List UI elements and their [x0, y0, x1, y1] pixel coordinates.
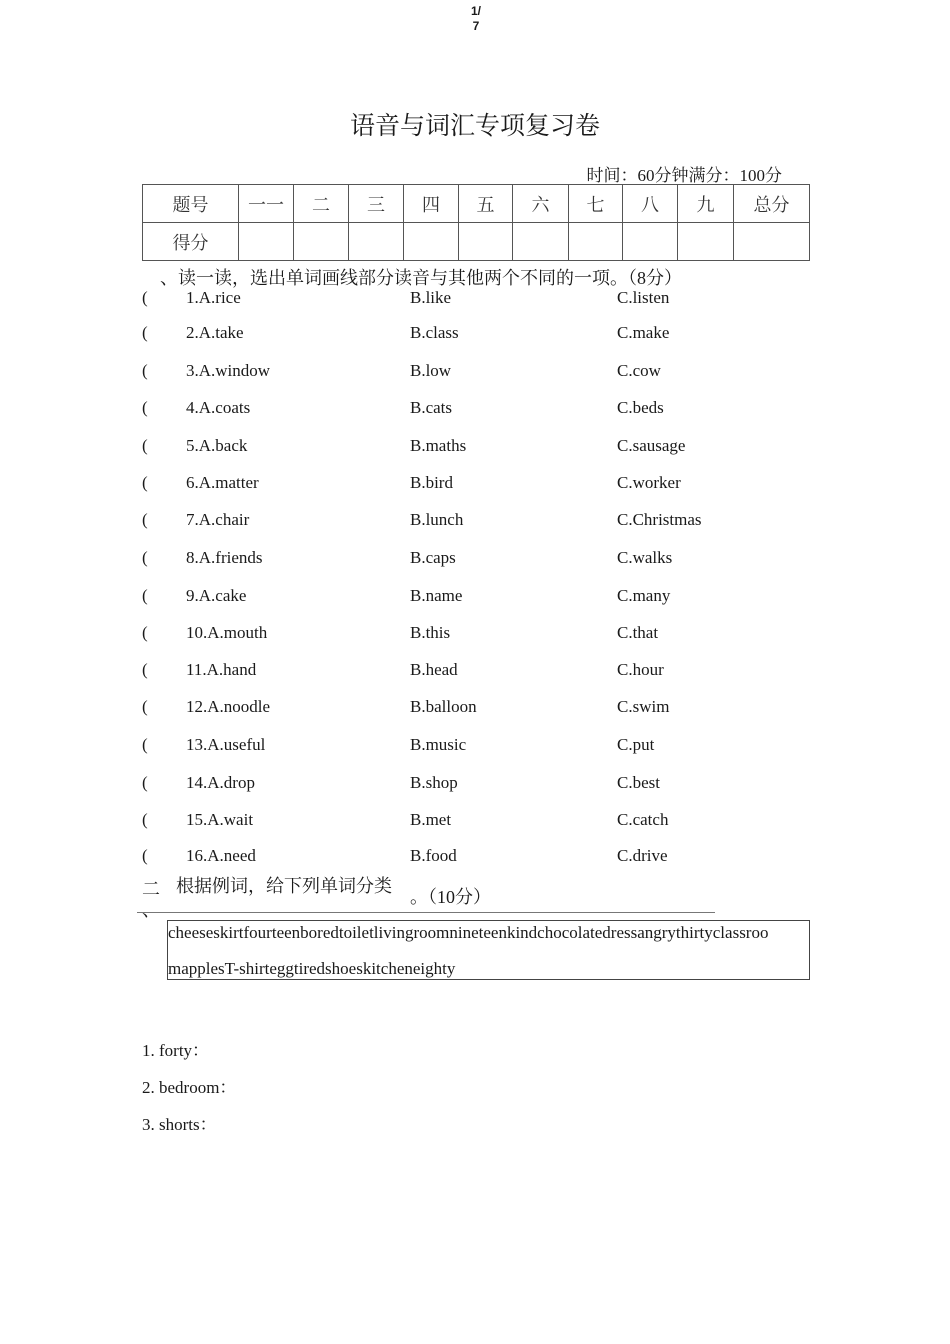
question-number: 1. — [186, 288, 199, 307]
section2-heading: 根据例词，给下列单词分类 — [176, 876, 392, 896]
option-a: A.rice — [198, 288, 241, 307]
score-cell[interactable] — [569, 223, 623, 261]
page-number — [466, 4, 486, 34]
question-item — [142, 510, 842, 532]
header-cell: 四 — [404, 185, 459, 223]
section2-score: 。（10分） — [410, 887, 491, 907]
option-c: C.catch — [617, 810, 669, 829]
score-cell[interactable] — [513, 223, 569, 261]
option-c: C.cow — [617, 361, 661, 380]
option-b: B.bird — [410, 473, 453, 492]
score-cell[interactable] — [404, 223, 459, 261]
header-cell: 五 — [459, 185, 513, 223]
option-b: B.cats — [410, 398, 453, 417]
question-number: 8. — [186, 548, 199, 567]
option-a: A.noodle — [207, 697, 271, 716]
option-b: B.low — [410, 361, 452, 380]
score-cell[interactable] — [734, 223, 810, 261]
option-b: B.food — [410, 846, 457, 865]
score-table-score-row — [143, 223, 810, 261]
question-item — [142, 323, 842, 345]
page-number-current: 1/ — [470, 4, 481, 18]
question-number: 15. — [186, 810, 208, 829]
option-c: C.Christmas — [617, 510, 702, 529]
category-item-bedroom: 2. bedroom： — [142, 1078, 237, 1097]
header-cell: 总分 — [734, 185, 810, 223]
answer-blank[interactable]: ( — [142, 586, 148, 605]
category-item-shorts: 3. shorts： — [142, 1115, 217, 1134]
question-number: 5. — [186, 436, 199, 455]
header-cell: 八 — [623, 185, 678, 223]
option-c: C.drive — [617, 846, 668, 865]
score-cell[interactable] — [623, 223, 678, 261]
answer-blank[interactable]: ( — [142, 361, 148, 380]
question-number: 10. — [186, 623, 208, 642]
header-cell: 一一 — [239, 185, 294, 223]
question-number: 13. — [186, 735, 208, 754]
answer-blank[interactable]: ( — [142, 773, 148, 792]
option-b: B.lunch — [410, 510, 464, 529]
section2-number-suffix: 、 — [142, 900, 160, 920]
page-title: 语音与词汇专项复习卷 — [349, 113, 600, 140]
exam-meta: 时间：60分钟满分：100分 — [586, 166, 782, 185]
option-c: C.beds — [617, 398, 664, 417]
category-item-forty: 1. forty： — [142, 1041, 210, 1060]
answer-blank[interactable]: ( — [142, 288, 148, 307]
option-a: A.take — [198, 323, 244, 342]
question-item — [142, 548, 842, 570]
word-bank-box — [167, 920, 810, 980]
option-c: C.walks — [617, 548, 673, 567]
option-c: C.many — [617, 586, 671, 605]
question-number: 14. — [186, 773, 208, 792]
score-cell[interactable] — [349, 223, 404, 261]
question-item — [142, 623, 842, 645]
word-bank-line-1: cheeseskirtfourteenboredtoiletlivingroomnineteenkindchocolatedressangrythirtyclassroo — [168, 923, 769, 942]
option-a: A.back — [198, 436, 248, 455]
answer-blank[interactable]: ( — [142, 323, 148, 342]
question-number: 7. — [186, 510, 199, 529]
option-c: C.worker — [617, 473, 681, 492]
word-bank-line-2: mapplesT-shirteggtiredshoeskitcheneighty — [168, 959, 456, 978]
option-c: C.make — [617, 323, 670, 342]
score-cell[interactable] — [294, 223, 349, 261]
option-a: A.drop — [207, 773, 255, 792]
option-a: A.window — [198, 361, 271, 380]
question-item — [142, 773, 842, 795]
question-number: 2. — [186, 323, 199, 342]
answer-blank[interactable]: ( — [142, 510, 148, 529]
option-b: B.like — [410, 288, 452, 307]
question-number: 9. — [186, 586, 199, 605]
option-c: C.listen — [617, 288, 670, 307]
question-number: 6. — [186, 473, 199, 492]
option-a: A.matter — [198, 473, 259, 492]
score-table-header-row — [143, 185, 810, 223]
option-b: B.shop — [410, 773, 458, 792]
option-a: A.useful — [207, 735, 266, 754]
question-number: 16. — [186, 846, 208, 865]
question-item — [142, 288, 842, 310]
question-item — [142, 436, 842, 458]
question-item — [142, 361, 842, 383]
answer-blank[interactable]: ( — [142, 735, 148, 754]
option-c: C.hour — [617, 660, 664, 679]
option-b: B.name — [410, 586, 463, 605]
question-item — [142, 660, 842, 682]
header-cell: 二 — [294, 185, 349, 223]
answer-blank[interactable]: ( — [142, 660, 148, 679]
option-c: C.that — [617, 623, 659, 642]
section2-number: 二 — [142, 879, 160, 899]
option-c: C.put — [617, 735, 655, 754]
answer-blank[interactable]: ( — [142, 697, 148, 716]
option-b: B.balloon — [410, 697, 477, 716]
question-item — [142, 473, 842, 495]
question-number: 11. — [186, 660, 207, 679]
option-c: C.swim — [617, 697, 670, 716]
header-cell: 九 — [678, 185, 734, 223]
question-item — [142, 810, 842, 832]
answer-blank[interactable]: ( — [142, 810, 148, 829]
option-b: B.head — [410, 660, 458, 679]
header-cell: 三 — [349, 185, 404, 223]
question-item — [142, 846, 842, 868]
question-number: 4. — [186, 398, 199, 417]
score-cell[interactable] — [459, 223, 513, 261]
question-number: 3. — [186, 361, 199, 380]
answer-blank[interactable]: ( — [142, 623, 148, 642]
answer-blank[interactable]: ( — [142, 846, 148, 865]
option-a: A.coats — [198, 398, 251, 417]
option-c: C.sausage — [617, 436, 686, 455]
option-a: A.chair — [198, 510, 250, 529]
section1-heading: 、读一读，选出单词画线部分读音与其他两个不同的一项。（8分） — [160, 268, 682, 288]
option-a: A.mouth — [207, 623, 268, 642]
option-a: A.cake — [198, 586, 247, 605]
answer-blank[interactable]: ( — [142, 398, 148, 417]
option-b: B.music — [410, 735, 467, 754]
question-item — [142, 735, 842, 757]
score-cell[interactable] — [239, 223, 294, 261]
option-b: B.met — [410, 810, 452, 829]
option-b: B.caps — [410, 548, 456, 567]
option-a: A.need — [207, 846, 256, 865]
header-cell: 题号 — [143, 185, 239, 223]
option-a: A.wait — [207, 810, 254, 829]
option-a: A.hand — [206, 660, 257, 679]
option-c: C.best — [617, 773, 660, 792]
row-label-cell: 得分 — [143, 223, 239, 261]
option-a: A.friends — [198, 548, 263, 567]
question-number: 12. — [186, 697, 208, 716]
header-cell: 六 — [513, 185, 569, 223]
question-item — [142, 697, 842, 719]
option-b: B.maths — [410, 436, 467, 455]
question-item — [142, 586, 842, 608]
option-b: B.class — [410, 323, 459, 342]
question-item — [142, 398, 842, 420]
answer-blank[interactable]: ( — [142, 473, 148, 492]
option-b: B.this — [410, 623, 451, 642]
page-number-total: 7 — [472, 19, 480, 33]
score-table — [142, 184, 810, 261]
answer-blank[interactable]: ( — [142, 548, 148, 567]
section2-divider — [137, 912, 715, 913]
header-cell: 七 — [569, 185, 623, 223]
answer-blank[interactable]: ( — [142, 436, 148, 455]
score-cell[interactable] — [678, 223, 734, 261]
